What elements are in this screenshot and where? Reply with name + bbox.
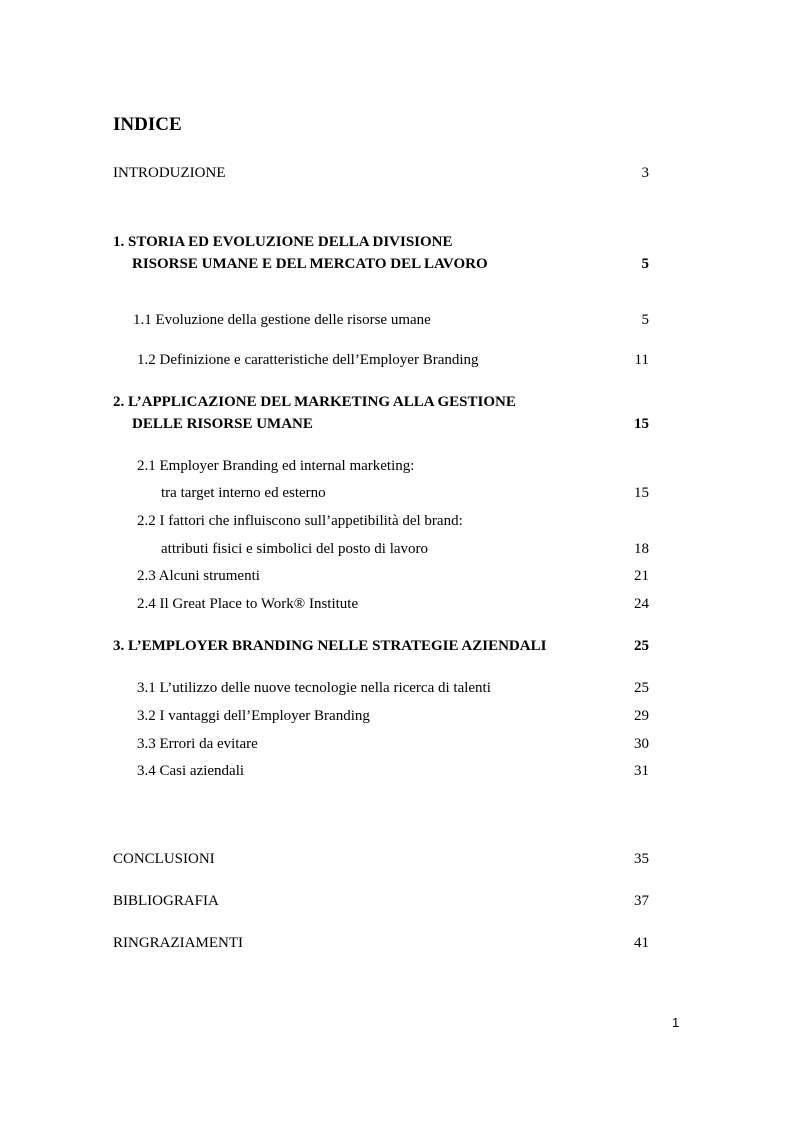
- toc-page-section-2-1: 15: [634, 485, 649, 501]
- toc-page-section-1-2: 11: [634, 352, 649, 368]
- toc-page-chapter-2: 15: [634, 416, 649, 432]
- toc-section-1-2: 1.2 Definizione e caratteristiche dell’Employer Branding: [137, 352, 479, 368]
- toc-section-2-3: 2.3 Alcuni strumenti: [137, 568, 260, 584]
- toc-page-section-1-1: 5: [641, 312, 649, 328]
- toc-section-2-1-line-2: tra target interno ed esterno: [161, 485, 326, 501]
- toc-page-ringraziamenti: 41: [634, 935, 649, 951]
- toc-entry-conclusioni: CONCLUSIONI: [113, 851, 215, 867]
- toc-page-section-2-2: 18: [634, 541, 649, 557]
- toc-page-introduzione: 3: [641, 165, 649, 181]
- toc-chapter-2-line-1: 2. L’APPLICAZIONE DEL MARKETING ALLA GESTIONE: [113, 394, 516, 410]
- toc-page-section-3-1: 25: [634, 680, 649, 696]
- toc-section-2-2-line-2: attributi fisici e simbolici del posto di lavoro: [161, 541, 429, 557]
- toc-page-chapter-1: 5: [641, 256, 649, 272]
- toc-page-section-3-2: 29: [634, 708, 649, 724]
- toc-section-3-2: 3.2 I vantaggi dell’Employer Branding: [137, 708, 370, 724]
- toc-page-section-3-3: 30: [634, 736, 649, 752]
- toc-entry-bibliografia: BIBLIOGRAFIA: [113, 893, 219, 909]
- toc-page-conclusioni: 35: [634, 851, 649, 867]
- toc-chapter-2-line-2: DELLE RISORSE UMANE: [132, 416, 313, 432]
- toc-section-2-2-line-1: 2.2 I fattori che influiscono sull’appetibilità del brand:: [137, 513, 463, 529]
- toc-section-2-4: 2.4 Il Great Place to Work® Institute: [137, 596, 359, 612]
- toc-section-2-1-line-1: 2.1 Employer Branding ed internal marketing:: [137, 458, 415, 474]
- toc-section-3-3: 3.3 Errori da evitare: [137, 736, 258, 752]
- toc-page-section-3-4: 31: [634, 763, 649, 779]
- toc-page-chapter-3: 25: [634, 638, 649, 654]
- toc-entry-introduzione: INTRODUZIONE: [113, 165, 226, 181]
- toc-section-3-4: 3.4 Casi aziendali: [137, 763, 245, 779]
- toc-chapter-1-line-1: 1. STORIA ED EVOLUZIONE DELLA DIVISIONE: [113, 234, 453, 250]
- toc-page-section-2-3: 21: [634, 568, 649, 584]
- page-number: 1: [672, 1015, 680, 1030]
- toc-chapter-3: 3. L’EMPLOYER BRANDING NELLE STRATEGIE AZIENDALI: [113, 638, 547, 654]
- toc-entry-ringraziamenti: RINGRAZIAMENTI: [113, 935, 243, 951]
- toc-chapter-1-line-2: RISORSE UMANE E DEL MERCATO DEL LAVORO: [132, 256, 488, 272]
- toc-page-bibliografia: 37: [634, 893, 649, 909]
- toc-section-1-1: 1.1 Evoluzione della gestione delle risorse umane: [133, 312, 431, 328]
- toc-section-3-1: 3.1 L’utilizzo delle nuove tecnologie nella ricerca di talenti: [137, 680, 491, 696]
- toc-page-section-2-4: 24: [634, 596, 649, 612]
- page-title: INDICE: [113, 114, 182, 135]
